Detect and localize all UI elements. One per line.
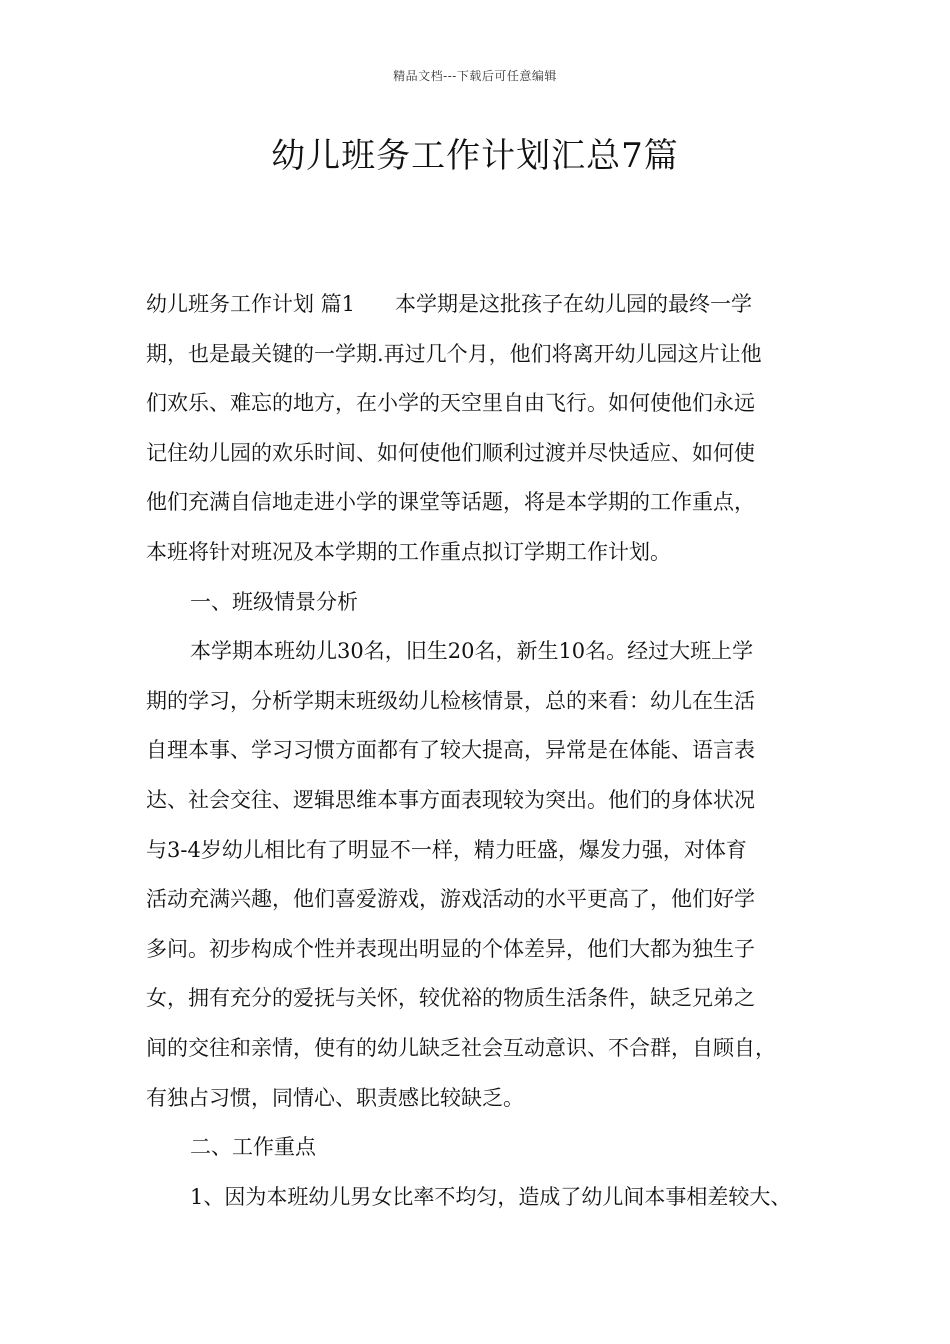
paragraph-line: 与3-4岁幼儿相比有了明显不一样，精力旺盛，爆发力强，对体育 — [146, 837, 747, 862]
paragraph-line: 1、因为本班幼儿男女比率不均匀，造成了幼儿间本事相差较大、 — [190, 1184, 792, 1209]
paragraph-line: 期的学习，分析学期末班级幼儿检核情景，总的来看：幼儿在生活 — [146, 688, 755, 713]
paragraph-line: 活动充满兴趣，他们喜爱游戏，游戏活动的水平更高了，他们好学 — [146, 887, 755, 912]
section-heading-1: 一、班级情景分析 — [190, 589, 358, 614]
paragraph-line: 期，也是最关键的一学期.再过几个月，他们将离开幼儿园这片让他 — [146, 341, 762, 366]
paragraph-line: 记住幼儿园的欢乐时间、如何使他们顺利过渡并尽快适应、如何使 — [146, 440, 755, 465]
paragraph-line: 有独占习惯，同情心、职责感比较缺乏。 — [146, 1085, 524, 1110]
paragraph-line: 本学期本班幼儿30名，旧生20名，新生10名。经过大班上学 — [190, 639, 754, 664]
document-body — [146, 280, 826, 1222]
document-title: 幼儿班务工作计划汇总7篇 — [271, 136, 679, 176]
intro-heading: 幼儿班务工作计划 篇1 — [146, 292, 356, 316]
paragraph-line: 多问。初步构成个性并表现出明显的个体差异，他们大都为独生子 — [146, 936, 755, 961]
intro-first-line-text: 本学期是这批孩子在幼儿园的最终一学 — [395, 292, 753, 316]
paragraph-line: 自理本事、学习习惯方面都有了较大提高，异常是在体能、语言表 — [146, 738, 755, 763]
paragraph-line: 达、社会交往、逻辑思维本事方面表现较为突出。他们的身体状况 — [146, 787, 755, 812]
section-heading-2: 二、工作重点 — [190, 1135, 316, 1160]
paragraph-line: 女，拥有充分的爱抚与关怀，较优裕的物质生活条件，缺乏兄弟之 — [146, 986, 755, 1011]
intro-first-line — [146, 280, 826, 330]
paragraph-line: 们欢乐、难忘的地方，在小学的天空里自由飞行。如何使他们永远 — [146, 391, 755, 416]
paragraph-line: 间的交往和亲情，使有的幼儿缺乏社会互动意识、不合群，自顾自， — [146, 1035, 776, 1060]
paragraph-line: 他们充满自信地走进小学的课堂等话题，将是本学期的工作重点， — [146, 490, 755, 515]
paragraph-line: 本班将针对班况及本学期的工作重点拟订学期工作计划。 — [146, 539, 671, 564]
header-note: 精品文档---下载后可任意编辑 — [393, 69, 557, 83]
